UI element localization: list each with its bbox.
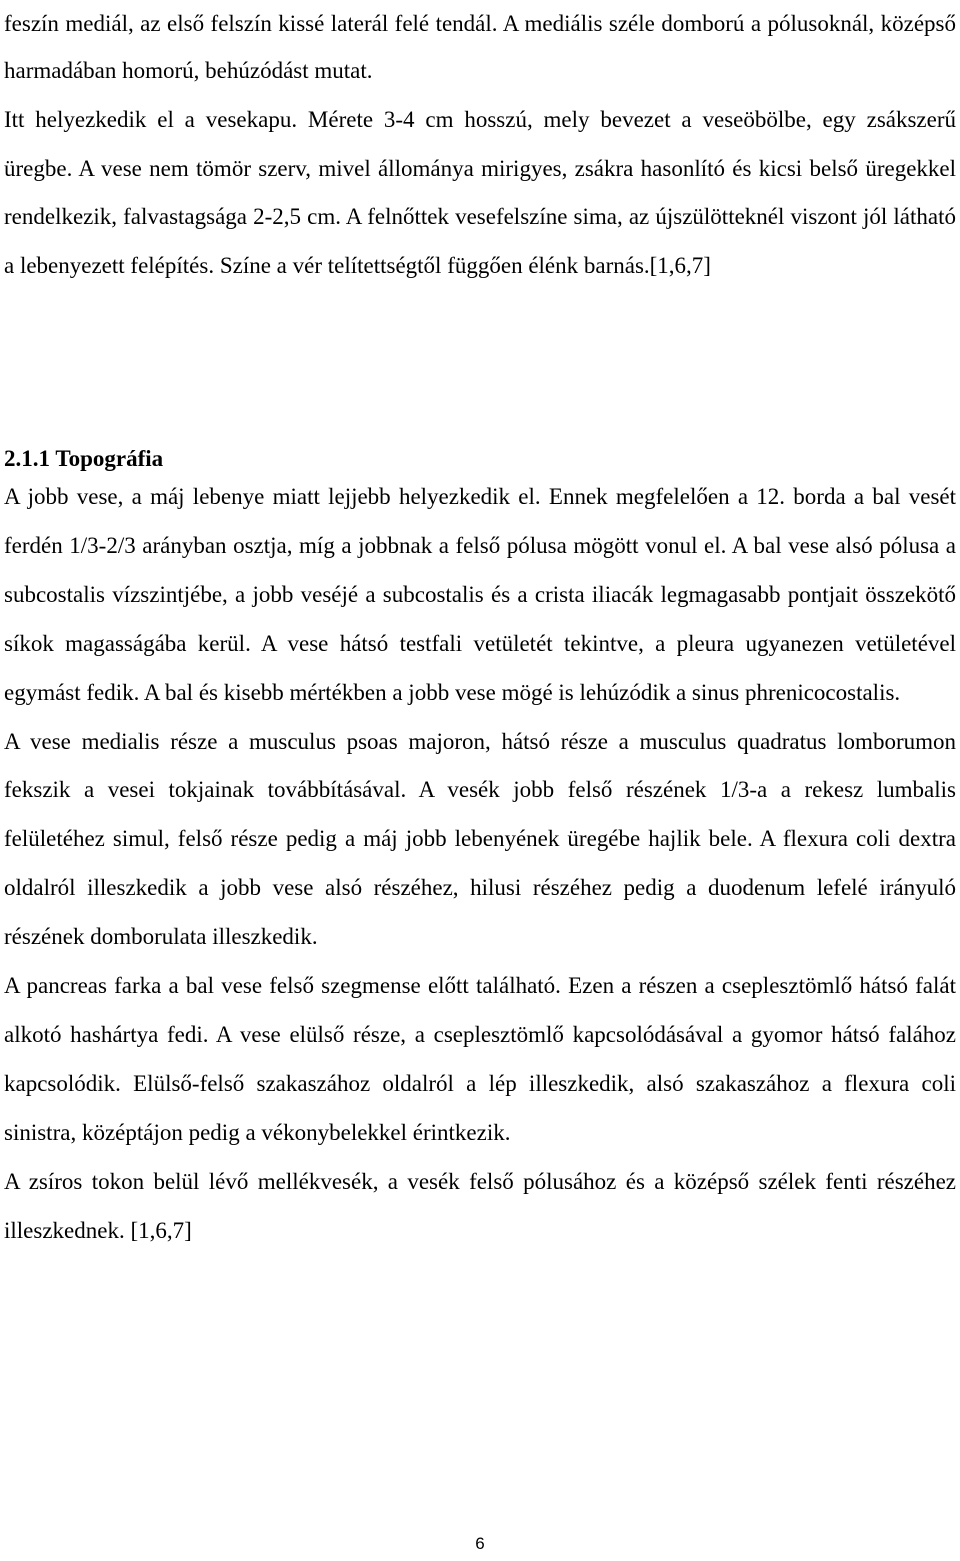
page-number: 6 — [475, 1534, 485, 1553]
paragraph-topografia-3: A pancreas farka a bal vese felső szegmense előtt található. Ezen a részen a cseplesztömlő hátsó falát alkotó hashártya fedi. A vese elülső része, a cseplesztömlő kapcsolódásával a gyomor hátsó falához kapcsolódik. Elülső-felső szakaszához oldalról a lép illeszkedik, alsó szakaszához a flexura coli sinistra, középtájon pedig a vékonybelekkel érintkezik. — [4, 973, 956, 1145]
paragraph-intro-continuation: feszín mediál, az első felszín kissé laterál felé tendál. A mediális széle domború a pólusoknál, középső harmadában homorú, behúzódást mutat. — [4, 11, 956, 83]
section-heading-container — [4, 442, 956, 476]
paragraph-vesekapu: Itt helyezkedik el a vesekapu. Mérete 3-4 cm hosszú, mely bevezet a veseöbölbe, egy zsákszerű üregbe. A vese nem tömör szerv, mivel állománya mirigyes, zsákra hasonlító és kicsi belső üregekkel rendelkezik, falvastagsága 2-2,5 cm. A felnőttek vesefelszíne sima, az újszülötteknél viszont jól látható a lebenyezett felépítés. Színe a vér telítettségtől függően élénk barnás.[1,6,7] — [4, 107, 956, 278]
section-heading: 2.1.1 Topográfia — [4, 446, 164, 471]
paragraph-topografia-4: A zsíros tokon belül lévő mellékvesék, a vesék felső pólusához és a középső szélek fenti részéhez illeszkednek. [1,6,7] — [4, 1168, 956, 1243]
paragraph-topografia-1: A jobb vese, a máj lebenye miatt lejjebb helyezkedik el. Ennek megfelelően a 12. borda a bal vesét ferdén 1/3-2/3 arányban osztja, míg a jobbnak a felső pólusa mögött vonul el. A bal vese alsó pólusa a subcostalis vízszintjébe, a jobb veséjé a subcostalis és a crista iliacák legmagasabb pontjait összekötő síkok magasságába kerül. A vese hátsó testfali vetületét tekintve, a pleura ugyanezen vetületével egymást fedik. A bal és kisebb mértékben a jobb vese mögé is lehúzódik a sinus phrenicocostalis. — [4, 484, 956, 705]
section-body — [4, 473, 956, 1256]
paragraph-topografia-2: A vese medialis része a musculus psoas majoron, hátsó része a musculus quadratus lomborumon fekszik a vesei tokjainak továbbításával. A vesék jobb felső részének 1/3-a a rekesz lumbalis felületéhez simul, felső része pedig a máj jobb lebenyének üregébe hajlik bele. A flexura coli dextra oldalról illeszkedik a jobb vese alsó részéhez, hilusi részéhez pedig a duodenum lefelé irányuló részének domborulata illeszkedik. — [4, 728, 956, 950]
